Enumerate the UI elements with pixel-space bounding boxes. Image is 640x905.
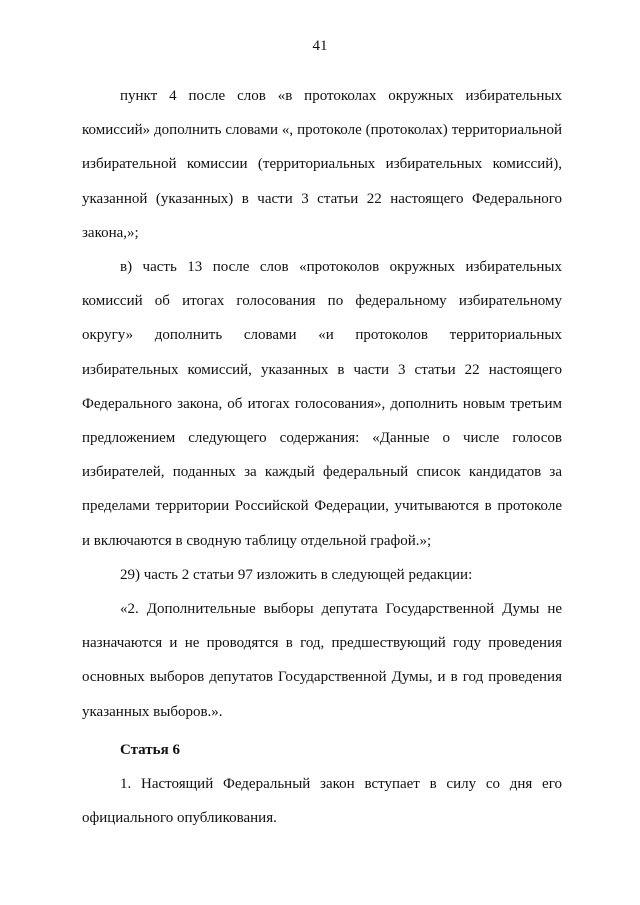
paragraph-item-29: 29) часть 2 статьи 97 изложить в следующей редакции: [120,566,473,583]
page-number: 41 [312,38,328,54]
paragraph-item-4-amendment: пункт 4 после слов «в протоколах окружных избирательных комиссий» дополнить словами «, протоколе (протоколах) территориальной избирательной комиссии (территориальных избирательных комиссий), указанной (указанных) в части 3 статьи 22 настоящего Федерального закона,»; [82,88,562,241]
document-body [82,79,562,835]
paragraph-additional-elections: «2. Дополнительные выборы депутата Государственной Думы не назначаются и не проводятся в год, предшествующий году проведения основных выборов депутатов Государственной Думы, и в год проведения указанных выборов.». [82,601,562,720]
article-heading: Статья 6 [120,741,180,758]
paragraph-part-13-amendment: в) часть 13 после слов «протоколов окружных избирательных комиссий об итогах голосования по федеральному избирательному округу» дополнить словами «и протоколов территориальных избирательных комиссий, указанных в части 3 статьи 22 настоящего Федерального закона, об итогах голосования», дополнить новым третьим предложением следующего содержания: «Данные о числе голосов избирателей, поданных за каждый федеральный список кандидатов за пределами территории Российской Федерации, учитываются в протоколе и включаются в сводную таблицу отдельной графой.»; [82,259,562,549]
paragraph-entry-into-force: 1. Настоящий Федеральный закон вступает в силу со дня его официального опубликования. [82,776,562,827]
